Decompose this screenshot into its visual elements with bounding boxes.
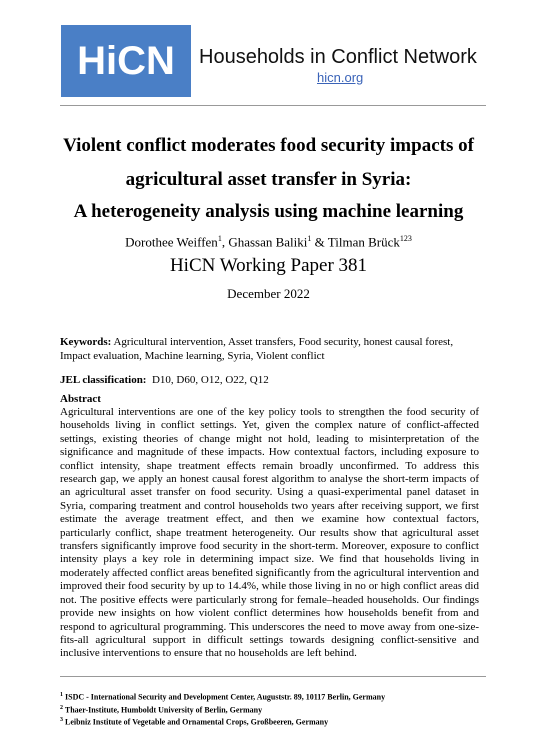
- abstract-heading: Abstract: [60, 393, 101, 405]
- footnote: [60, 690, 385, 703]
- header-divider: [60, 105, 486, 106]
- author-name: Ghassan Baliki: [228, 234, 308, 250]
- author-separator: &: [311, 234, 328, 250]
- hicn-logo: [61, 25, 191, 97]
- network-name: Households in Conflict Network: [199, 46, 477, 68]
- paper-title-line-3: A heterogeneity analysis using machine learning: [73, 201, 464, 222]
- footnote-divider: [60, 676, 486, 677]
- author-name: Tilman Brück: [327, 234, 400, 250]
- footnote-text: ISDC - International Security and Development Center, Auguststr. 89, 10117 Berlin, Germany: [65, 692, 386, 702]
- footnote-marker: 2: [60, 704, 63, 711]
- network-url-link[interactable]: hicn.org: [317, 70, 364, 85]
- paper-title-line-1: Violent conflict moderates food security impacts of: [63, 135, 474, 156]
- author-list: [40, 234, 497, 250]
- jel-label: JEL classification:: [60, 374, 147, 386]
- logo-text: HiCN: [77, 38, 175, 83]
- footnote: [60, 703, 385, 716]
- working-paper-number: HiCN Working Paper 381: [169, 255, 368, 276]
- jel-classification: [60, 374, 269, 386]
- keywords-label: Keywords:: [60, 336, 112, 348]
- author-separator: ,: [221, 234, 229, 250]
- affiliation-marker: 1: [217, 234, 222, 243]
- footnote-text: Thaer-Institute, Humboldt University of Berlin, Germany: [64, 705, 263, 715]
- footnote-marker: 1: [60, 692, 63, 698]
- affiliation-marker: 1: [307, 234, 312, 243]
- jel-codes: D10, D60, O12, O22, Q12: [151, 374, 269, 386]
- footnote-marker: 3: [60, 717, 63, 724]
- publication-date: December 2022: [227, 286, 310, 301]
- footnote-text: Leibniz Institute of Vegetable and Ornamental Crops, Großbeeren, Germany: [65, 717, 329, 727]
- paper-title-line-2: agricultural asset transfer in Syria:: [125, 169, 412, 190]
- abstract-text: Agricultural interventions are one of the key policy tools to strengthen the food security of households living in conflict settings. Yet, given the complex nature of conflict-affected settings, existing theories of change might not hold, leading to misinterpretation of the significance and magnitude of these impacts. How contextual factors, including exposure to conflict intensity, shape treatment effects remain broadly unconfirmed. To address this research gap, we apply an honest causal forest algorithm to analyse the short-term impacts of an agricultural asset transfer on food security. Using a quasi-experimental panel dataset in Syria, comparing treatment and control households two years after receiving support, we first estimate the average treatment effect, and then we examine how contextual factors, particularly conflict, shape treatment heterogeneity. Our results show that agricultural asset transfers significantly improve food security in the short-term. Moreover, exposure to conflict intensity plays a key role in determining impact size. We find that households living in moderately affected conflict areas benefited significantly from the agricultural intervention and improved their food security by up to 14.4%, while those living in no or high conflict areas did not. The positive effects were particularly strong for female–headed households. Our findings provide new insights on how violent conflict determines how households benefit from and respond to agricultural programming. This underscores the need to move away from one-size-fits-all agricultural support in difficult settings towards designing conflict-sensitive and inclusive interventions to ensure that no households are left behind.: [60, 406, 479, 660]
- keywords-text: Agricultural intervention, Asset transfers, Food security, honest causal forest, Impact evaluation, Machine learning, Syria, Violent conflict: [60, 336, 454, 362]
- footnote: [60, 715, 385, 728]
- keywords-block: [60, 335, 480, 363]
- footnotes: [60, 690, 385, 728]
- affiliation-marker: 123: [399, 234, 412, 243]
- author-name: Dorothee Weiffen: [125, 234, 218, 250]
